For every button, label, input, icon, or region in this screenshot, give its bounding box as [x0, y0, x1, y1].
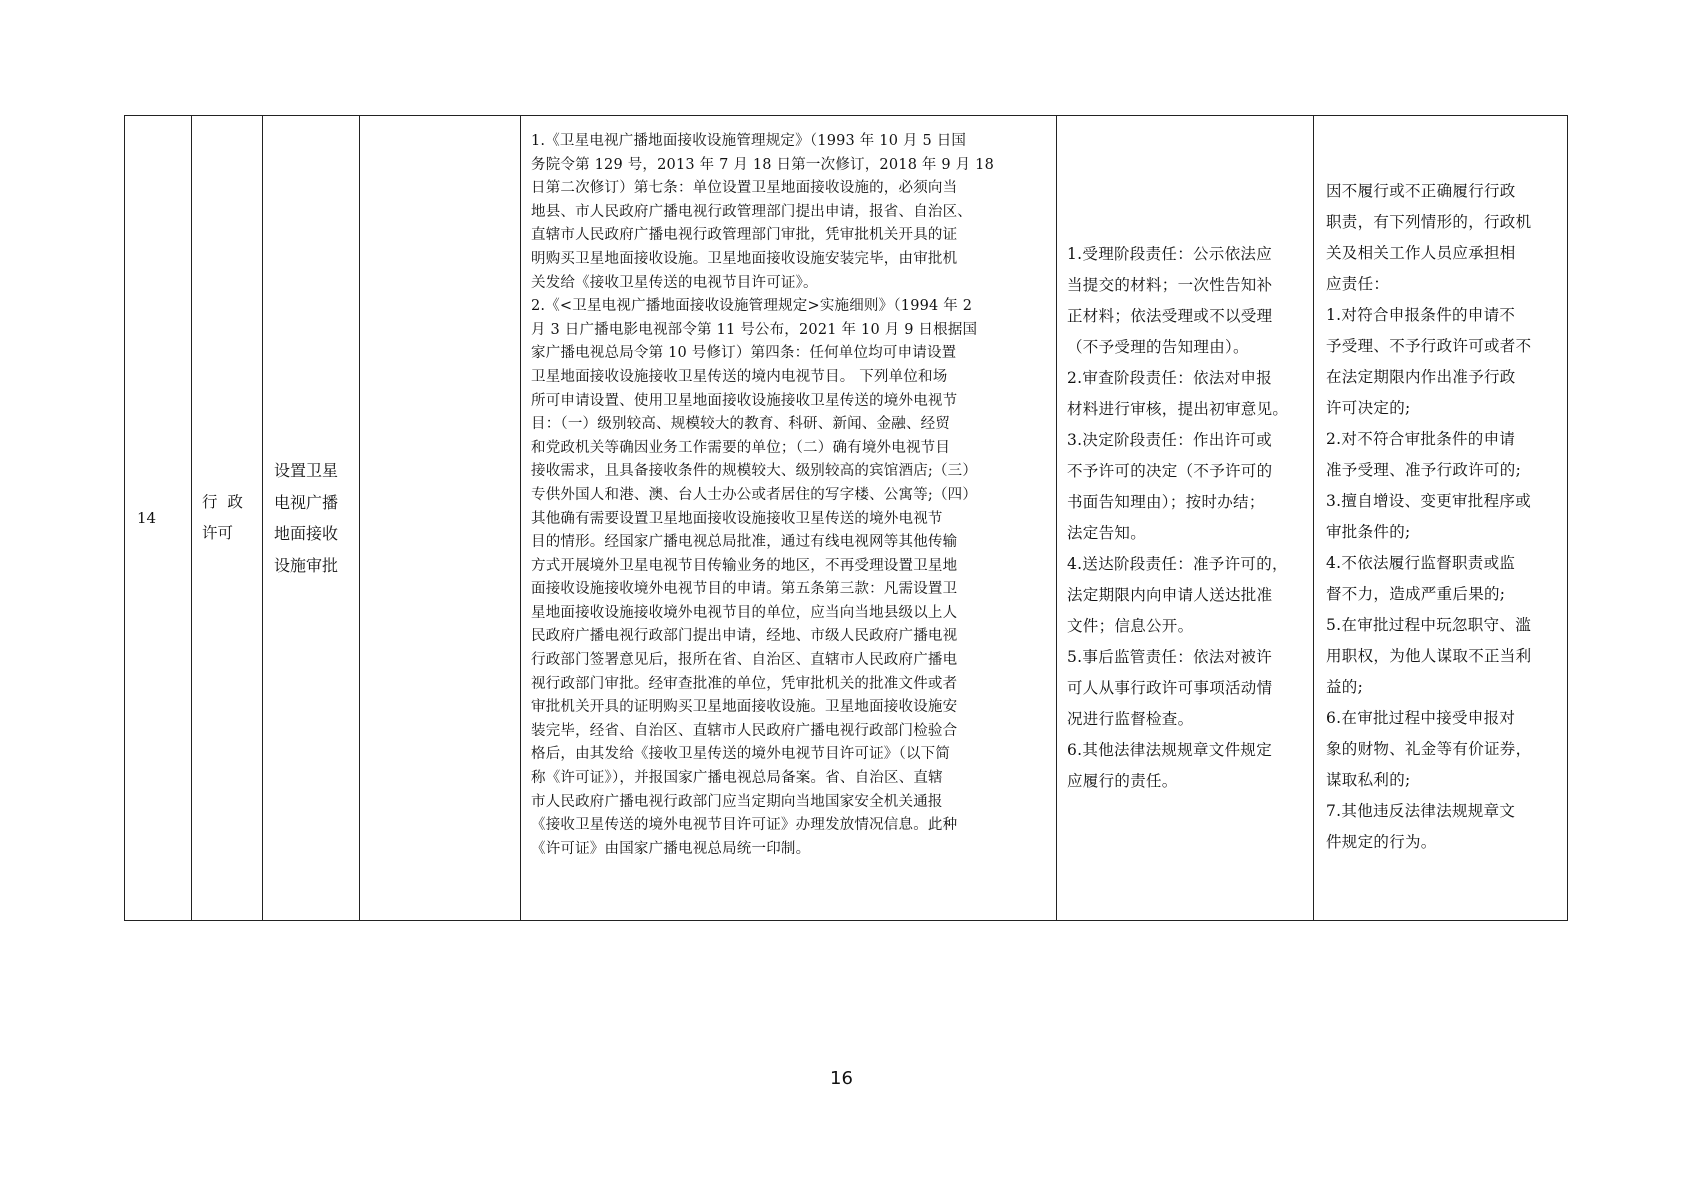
sub-item-cell: [360, 116, 521, 921]
row-category: 行 政 许可: [202, 493, 243, 542]
page-number: 16: [830, 1068, 853, 1089]
row-legal-basis: 1.《卫星电视广播地面接收设施管理规定》（1993 年 10 月 5 日国 务院令第 129 号，2013 年 7 月 18 日第一次修订，2018 年 9 月 18 日第二次修订）第七条：单位设置卫星地面接收设施的，必须向当 地县、市人民政府广播电视行政管理部门提出申请，报省、自治区、 直辖市人民政府广播电视行政管理部门审批，凭审批机关开具的证 明购买卫星地面接收设施。卫星地面接收设施安装完毕，由审批机 关发给《接收卫星传送的电视节目许可证》。 2.《<卫星电视广播地面接收设施管理规定>实施细则》（1994 年 2 月 3 日广播电影电视部令第 11 号公布，2021 年 10 月 9 日根据国 家广播电视总局令第 10 号修订）第四条：任何单位均可申请设置 卫星地面接收设施接收卫星传送的境内电视节目。 下列单位和场 所可申请设置、使用卫星地面接收设施接收卫星传送的境外电视节 目：（一）级别较高、规模较大的教育、科研、新闻、金融、经贸 和党政机关等确因业务工作需要的单位；（二）确有境外电视节目 接收需求，且具备接收条件的规模较大、级别较高的宾馆酒店;（三） 专供外国人和港、澳、台人士办公或者居住的写字楼、公寓等;（四） 其他确有需要设置卫星地面接收设施接收卫星传送的境外电视节 目的情形。经国家广播电视总局批准，通过有线电视网等其他传输 方式开展境外卫星电视节目传输业务的地区，不再受理设置卫星地 面接收设施接收境外电视节目的申请。第五条第三款：凡需设置卫 星地面接收设施接收境外电视节目的单位，应当向当地县级以上人 民政府广播电视行政部门提出申请，经地、市级人民政府广播电视 行政部门签署意见后，报所在省、自治区、直辖市人民政府广播电 视行政部门审批。经审查批准的单位，凭审批机关的批准文件或者 审批机关开具的证明购买卫星地面接收设施。卫星地面接收设施安 装完毕，经省、自治区、直辖市人民政府广播电视行政部门检验合 格后，由其发给《接收卫星传送的境外电视节目许可证》（以下简 称《许可证》），并报国家广播电视总局备案。省、自治区、直辖 市人民政府广播电视行政部门应当定期向当地国家安全机关通报 《接收卫星传送的境外电视节目许可证》办理发放情况信息。此种 《许可证》由国家广播电视总局统一印制。: [531, 133, 995, 857]
row-index: 14: [137, 509, 157, 527]
index-cell: [125, 116, 192, 921]
accountability-cell: [1314, 116, 1568, 921]
table-row: [125, 116, 1568, 921]
row-accountability: 因不履行或不正确履行行政 职责，有下列情形的，行政机 关及相关工作人员应承担相 应责任： 1.对符合申报条件的申请不 予受理、不予行政许可或者不 在法定期限内作出准予行政 许可决定的; 2.对不符合审批条件的申请 准予受理、准予行政许可的; 3.擅自增设、变更审批程序或 审批条件的; 4.不依法履行监督职责或监 督不力，造成严重后果的; 5.在审批过程中玩忽职守、滥 用职权，为他人谋取不正当利 益的; 6.在审批过程中接受申报对 象的财物、礼金等有价证券， 谋取私利的; 7.其他违反法律法规规章文 件规定的行为。: [1326, 182, 1532, 851]
basis-cell: [521, 116, 1057, 921]
category-cell: [192, 116, 263, 921]
responsibility-cell: [1057, 116, 1314, 921]
item-name-cell: [263, 116, 360, 921]
row-responsibility: 1.受理阶段责任：公示依法应 当提交的材料；一次性告知补 正材料；依法受理或不以受理 （不予受理的告知理由）。 2.审查阶段责任：依法对申报 材料进行审核，提出初审意见。 3.决定阶段责任：作出许可或 不予许可的决定（不予许可的 书面告知理由）；按时办结； 法定告知。 4.送达阶段责任：准予许可的， 法定期限内向申请人送达批准 文件；信息公开。 5.事后监管责任：依法对被许 可人从事行政许可事项活动情 况进行监督检查。 6.其他法律法规规章文件规定 应履行的责任。: [1067, 245, 1289, 790]
row-item-name: 设置卫星 电视广播 地面接收 设施审批: [274, 461, 339, 575]
authority-table: [124, 115, 1568, 921]
